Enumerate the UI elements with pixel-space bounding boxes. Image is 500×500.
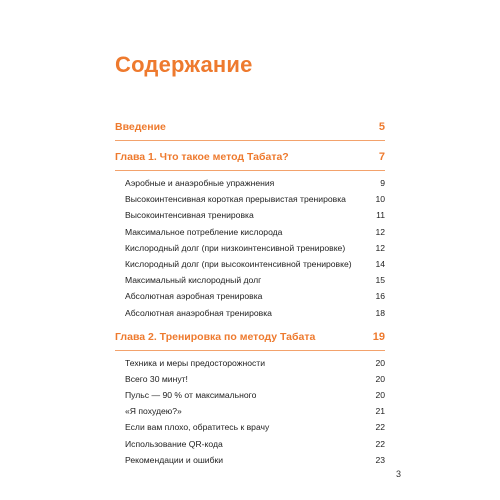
toc-entry[interactable] — [115, 452, 385, 468]
toc-entry-label: Пульс — 90 % от максимального — [125, 390, 257, 401]
toc-entry[interactable] — [115, 256, 385, 272]
toc-entry-page: 10 — [375, 194, 385, 205]
section-page-number: 19 — [372, 330, 385, 343]
toc-entry-label: Максимальный кислородный долг — [125, 275, 262, 286]
section-divider — [115, 140, 385, 141]
toc-entry-label: Максимальное потребление кислорода — [125, 226, 283, 237]
toc-entry[interactable] — [115, 371, 385, 387]
section-divider — [115, 170, 385, 171]
toc-entry-page: 14 — [375, 258, 385, 269]
section-page-number: 7 — [378, 151, 385, 163]
toc-section-heading[interactable] — [115, 121, 385, 137]
toc-entry-page: 16 — [375, 291, 385, 302]
section-heading-label: Глава 2. Тренировка по методу Табата — [115, 330, 316, 343]
toc-entry-page: 23 — [375, 454, 385, 465]
toc-entry-label: Аэробные и анаэробные упражнения — [125, 178, 275, 188]
toc-entry-label: Высокоинтенсивная короткая прерывистая тренировка — [125, 194, 346, 205]
toc-entry-label: Рекомендации и ошибки — [125, 454, 224, 465]
toc-section-introduction — [115, 121, 385, 141]
toc-entry[interactable] — [115, 436, 385, 452]
toc-entry-page: 12 — [375, 226, 385, 237]
toc-entry-label: Абсолютная аэробная тренировка — [125, 291, 263, 302]
toc-section-chapter-2 — [115, 331, 385, 468]
toc-entry-page: 22 — [375, 438, 385, 449]
section-heading-label: Введение — [115, 121, 166, 133]
toc-section-chapter-1 — [115, 151, 385, 321]
toc-entry[interactable] — [115, 355, 385, 371]
toc-entry[interactable] — [115, 288, 385, 304]
toc-entry-page: 20 — [375, 373, 385, 384]
toc-entry-page: 18 — [375, 307, 385, 318]
section-page-number: 5 — [378, 121, 385, 133]
toc-section-heading[interactable] — [115, 331, 385, 347]
section-divider — [115, 350, 385, 351]
toc-entry-page: 20 — [375, 390, 385, 401]
toc-entry-label: Кислородный долг (при высокоинтенсивной тренировке) — [125, 258, 352, 269]
toc-entry-page: 9 — [380, 178, 385, 188]
toc-entry[interactable] — [115, 272, 385, 288]
page-number: 3 — [396, 469, 402, 479]
toc-entry[interactable] — [115, 207, 385, 223]
section-heading-label: Глава 1. Что такое метод Табата? — [115, 151, 289, 163]
toc-entry-label: «Я похудею?» — [125, 406, 182, 417]
toc-entry-label: Техника и меры предосторожности — [125, 357, 266, 368]
toc-section-heading[interactable] — [115, 151, 385, 167]
toc-entry-page: 20 — [375, 357, 385, 368]
toc-entry[interactable] — [115, 387, 385, 403]
toc-entry-page: 11 — [376, 210, 385, 221]
toc-entry[interactable] — [115, 191, 385, 207]
toc-entry[interactable] — [115, 240, 385, 256]
toc-entry-label: Если вам плохо, обратитесь к врачу — [125, 422, 270, 433]
toc-entry-label: Высокоинтенсивная тренировка — [125, 210, 254, 221]
toc-entry-label: Использование QR-кода — [125, 438, 223, 449]
toc-entry-page: 22 — [375, 422, 385, 433]
toc-entry[interactable] — [115, 305, 385, 321]
toc-entry-label: Абсолютная анаэробная тренировка — [125, 307, 272, 318]
toc-entry-page: 21 — [375, 406, 385, 417]
toc-entry[interactable] — [115, 419, 385, 435]
toc-entry-label: Кислородный долг (при низкоинтенсивной тренировке) — [125, 242, 346, 253]
page-title: Содержание — [115, 52, 253, 77]
toc-entry[interactable] — [115, 403, 385, 419]
toc-entry-label: Всего 30 минут! — [125, 373, 188, 384]
toc-entry[interactable] — [115, 224, 385, 240]
toc-entry-page: 15 — [375, 275, 385, 286]
toc-entry-page: 12 — [375, 242, 385, 253]
table-of-contents — [115, 121, 385, 478]
toc-entry[interactable] — [115, 175, 385, 191]
